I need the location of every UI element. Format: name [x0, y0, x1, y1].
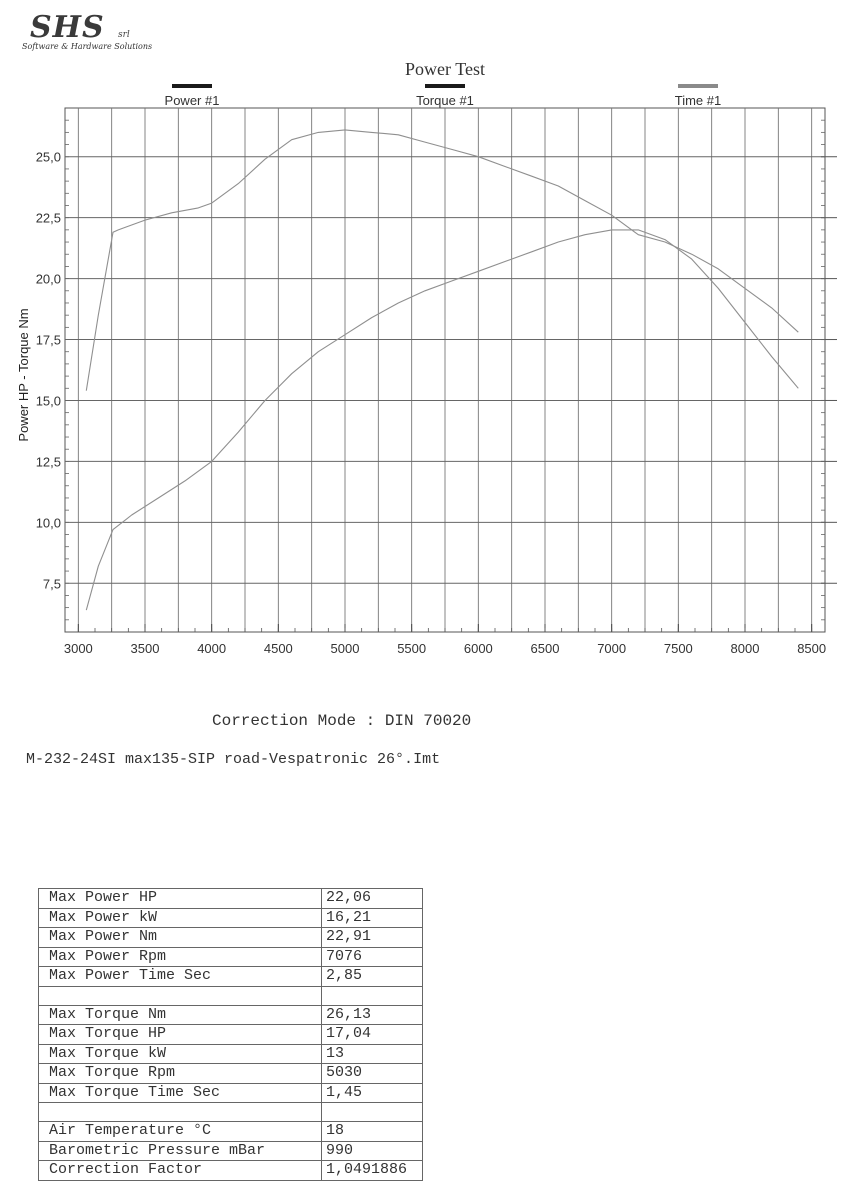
result-label: Max Torque Time Sec [39, 1083, 322, 1103]
logo-suffix: srl [118, 30, 130, 40]
result-row [39, 1005, 423, 1025]
y-tick-label: 12,5 [35, 454, 61, 470]
legend-swatch [425, 84, 465, 88]
y-tick-label: 10,0 [35, 515, 61, 531]
x-tick-label: 8500 [797, 641, 827, 656]
result-label: Max Power kW [39, 908, 322, 928]
legend-swatch [172, 84, 212, 88]
legend-label: Torque #1 [416, 93, 474, 108]
result-value: 2,85 [322, 967, 423, 987]
result-value: 17,04 [322, 1025, 423, 1045]
y-tick-label: 22,5 [35, 210, 61, 226]
result-value: 26,13 [322, 1005, 423, 1025]
x-tick-label: 6000 [463, 641, 493, 656]
result-label: Max Power Time Sec [39, 967, 322, 987]
result-value: 990 [322, 1141, 423, 1161]
result-label: Max Torque kW [39, 1044, 322, 1064]
result-value: 16,21 [322, 908, 423, 928]
x-tick-label: 4000 [197, 641, 227, 656]
result-row [39, 947, 423, 967]
result-row [39, 908, 423, 928]
result-spacer-row [39, 986, 423, 1005]
results-table [38, 888, 423, 1181]
result-row [39, 967, 423, 987]
result-label: Max Power HP [39, 889, 322, 909]
x-tick-label: 7000 [597, 641, 627, 656]
result-label: Max Power Rpm [39, 947, 322, 967]
result-row [39, 1141, 423, 1161]
legend-label: Power #1 [164, 93, 220, 108]
result-label: Max Torque Nm [39, 1005, 322, 1025]
result-value: 5030 [322, 1064, 423, 1084]
result-value: 1,0491886 [322, 1161, 423, 1181]
y-axis-label: Power HP - Torque Nm [16, 308, 31, 442]
y-tick-label: 25,0 [35, 149, 61, 165]
x-tick-label: 4500 [263, 641, 293, 656]
test-file-name: M-232-24SI max135-SIP road-Vespatronic 26°.Imt [26, 751, 441, 768]
result-row [39, 1025, 423, 1045]
y-tick-label: 20,0 [35, 271, 61, 287]
x-tick-label: 3500 [130, 641, 160, 656]
series-line-torque [86, 130, 798, 391]
logo-mark: SHS [30, 10, 105, 45]
x-tick-label: 8000 [730, 641, 760, 656]
x-tick-label: 7500 [663, 641, 693, 656]
result-row [39, 1044, 423, 1064]
y-tick-label: 15,0 [35, 393, 61, 409]
result-row [39, 1122, 423, 1142]
x-tick-label: 3000 [63, 641, 93, 656]
x-tick-label: 5000 [330, 641, 360, 656]
result-label: Correction Factor [39, 1161, 322, 1181]
result-label: Max Power Nm [39, 928, 322, 948]
result-label: Max Torque Rpm [39, 1064, 322, 1084]
result-row [39, 1064, 423, 1084]
result-label: Air Temperature °C [39, 1122, 322, 1142]
result-value: 22,06 [322, 889, 423, 909]
y-tick-label: 17,5 [35, 332, 61, 348]
result-label: Max Torque HP [39, 1025, 322, 1045]
series-line-power [86, 230, 798, 610]
result-row [39, 889, 423, 909]
correction-mode: Correction Mode : DIN 70020 [212, 712, 472, 730]
y-tick-label: 7,5 [42, 576, 61, 592]
chart-title: Power Test [405, 59, 485, 79]
x-tick-label: 5500 [397, 641, 427, 656]
legend-label: Time #1 [674, 93, 722, 108]
result-value: 22,91 [322, 928, 423, 948]
result-row [39, 1161, 423, 1181]
logo-tagline: Software & Hardware Solutions [22, 42, 153, 51]
result-value: 18 [322, 1122, 423, 1142]
result-row [39, 928, 423, 948]
result-label: Barometric Pressure mBar [39, 1141, 322, 1161]
result-value: 13 [322, 1044, 423, 1064]
legend-swatch [678, 84, 718, 88]
result-value: 1,45 [322, 1083, 423, 1103]
result-row [39, 1083, 423, 1103]
result-value: 7076 [322, 947, 423, 967]
x-tick-label: 6500 [530, 641, 560, 656]
result-spacer-row [39, 1103, 423, 1122]
